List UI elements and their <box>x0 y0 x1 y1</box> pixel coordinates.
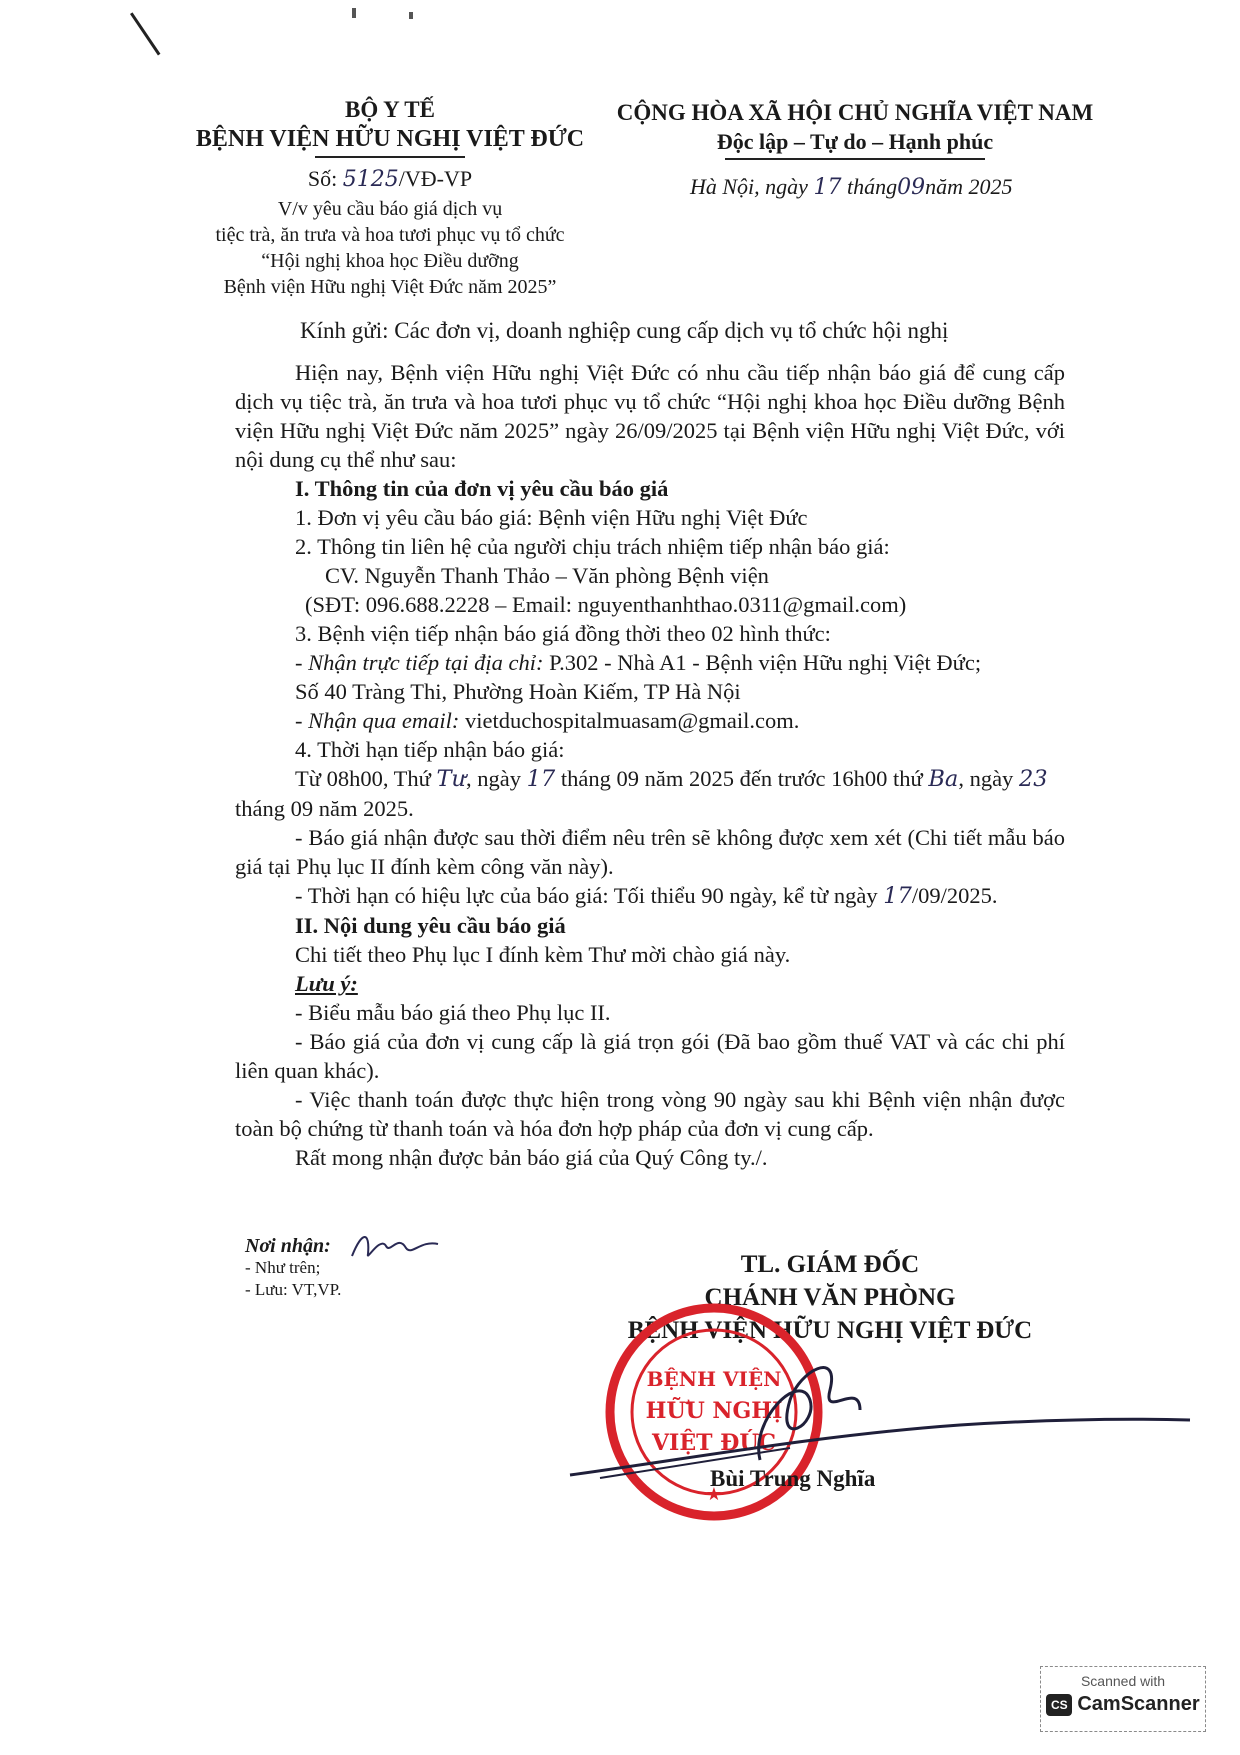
scan-speck <box>409 12 413 19</box>
initials-signature <box>350 1226 440 1266</box>
item-1: 1. Đơn vị yêu cầu báo giá: Bệnh viện Hữu nghị Việt Đức <box>295 505 808 530</box>
intro-paragraph: Hiện nay, Bệnh viện Hữu nghị Việt Đức có nhu cầu tiếp nhận báo giá để cung cấp dịch vụ tiệc trà, ăn trưa và hoa tươi phục vụ tổ chức “Hội nghị khoa học Điều dưỡng Bệnh viện Hữu nghị Việt Đức năm 2025” ngày 26/09/2025 tại Bệnh viện Hữu nghị Việt Đức, với nội dung cụ thể như sau: <box>235 360 1065 472</box>
number-handwritten: 5125 <box>342 167 399 192</box>
issuer-header <box>160 96 620 158</box>
item-3: 3. Bệnh viện tiếp nhận báo giá đồng thời theo 02 hình thức: <box>295 621 831 646</box>
email-value: vietduchospitalmuasam@gmail.com. <box>459 708 800 733</box>
direct-label: - Nhận trực tiếp tại địa chỉ: <box>295 650 544 675</box>
camscanner-logo-icon: CS <box>1046 1694 1072 1716</box>
svg-text:HỮU NGHỊ: HỮU NGHỊ <box>645 1398 783 1424</box>
note-item: - Biểu mẫu báo giá theo Phụ lục II. <box>295 1000 611 1025</box>
period-weekday-handwritten: Ba <box>928 766 959 792</box>
motto-underline <box>725 158 985 160</box>
contact-info: (SĐT: 096.688.2228 – Email: nguyenthanhthao.0311@gmail.com) <box>305 592 907 617</box>
period-text: , ngày <box>958 766 1019 791</box>
camscanner-badge <box>1040 1666 1206 1732</box>
address: Số 40 Tràng Thi, Phường Hoàn Kiếm, TP Hà Nội <box>295 679 741 704</box>
period-text: Từ 08h00, Thứ <box>295 766 437 791</box>
document-number <box>160 166 620 192</box>
item-4: 4. Thời hạn tiếp nhận báo giá: <box>295 737 565 762</box>
camscanner-brand-row <box>1041 1693 1205 1716</box>
subject-block <box>180 196 600 300</box>
period-day-handwritten: 23 <box>1018 766 1048 792</box>
handwritten-signature <box>560 1340 1200 1510</box>
scan-speck <box>352 8 356 18</box>
email-delivery <box>235 706 1065 735</box>
note-item: - Việc thanh toán được thực hiện trong vòng 90 ngày sau khi Bệnh viện nhận được toàn bộ chứng từ thanh toán và hóa đơn hợp pháp của đơn vị cung cấp. <box>235 1087 1065 1141</box>
recipient-item: - Như trên; <box>245 1258 321 1277</box>
subject-line: Bệnh viện Hữu nghị Việt Đức năm 2025” <box>223 276 557 298</box>
hospital-name: BỆNH VIỆN HỮU NGHỊ VIỆT ĐỨC <box>195 126 585 152</box>
validity-day-handwritten: 17 <box>883 883 912 909</box>
period-weekday-handwritten: Tư <box>436 766 466 792</box>
closing: Rất mong nhận được bản báo giá của Quý Công ty./. <box>295 1145 768 1170</box>
submission-period <box>235 764 1065 794</box>
validity-text: - Thời hạn có hiệu lực của báo giá: Tối thiểu 90 ngày, kể từ ngày <box>295 883 884 908</box>
stray-pen-mark <box>130 12 160 55</box>
date-day-handwritten: 17 <box>813 175 842 200</box>
direct-delivery <box>235 648 1065 677</box>
signature-title: CHÁNH VĂN PHÒNG <box>704 1284 956 1311</box>
signature-organization: BỆNH VIỆN HỮU NGHỊ VIỆT ĐỨC <box>627 1317 1033 1344</box>
period-day-handwritten: 17 <box>526 766 556 792</box>
section-2-text: Chi tiết theo Phụ lục I đính kèm Thư mời chào giá này. <box>295 942 791 967</box>
section-2-title: II. Nội dung yêu cầu báo giá <box>295 913 566 938</box>
late-note: - Báo giá nhận được sau thời điểm nêu trên sẽ không được xem xét (Chi tiết mẫu báo giá tại Phụ lục II đính kèm công văn này). <box>235 825 1065 879</box>
camscanner-brand: CamScanner <box>1077 1693 1200 1715</box>
signature-authority: TL. GIÁM ĐỐC <box>740 1251 920 1278</box>
validity <box>235 881 1065 911</box>
date-month-handwritten: 09 <box>897 175 926 200</box>
signer-name: Bùi Trung Nghĩa <box>710 1466 876 1491</box>
issue-date <box>690 174 1070 200</box>
item-2: 2. Thông tin liên hệ của người chịu trách nhiệm tiếp nhận báo giá: <box>295 534 890 559</box>
subject-line: “Hội nghị khoa học Điều dưỡng <box>261 250 519 272</box>
svg-text:VIỆT ĐỨC: VIỆT ĐỨC <box>651 1430 777 1456</box>
date-month-label: tháng <box>846 174 898 199</box>
recipients-block <box>245 1235 341 1301</box>
contact-name: CV. Nguyễn Thanh Thảo – Văn phòng Bệnh viện <box>325 563 769 588</box>
period-text: tháng 09 năm 2025 đến trước 16h00 thứ <box>555 766 929 791</box>
section-1-title: I. Thông tin của đơn vị yêu cầu báo giá <box>295 476 669 501</box>
svg-text:BỆNH VIỆN: BỆNH VIỆN <box>646 1367 782 1391</box>
national-motto: Độc lập – Tự do – Hạnh phúc <box>716 129 994 154</box>
national-header <box>615 98 1095 160</box>
email-label: - Nhận qua email: <box>295 708 460 733</box>
date-year: năm 2025 <box>925 174 1013 199</box>
period-end: tháng 09 năm 2025. <box>235 796 414 821</box>
number-prefix: Số: <box>307 166 338 191</box>
scanned-with-text: Scanned with <box>1080 1673 1166 1689</box>
number-suffix: /VĐ-VP <box>398 166 473 191</box>
subject-line: tiệc trà, ăn trưa và hoa tươi phục vụ tổ chức <box>215 224 565 246</box>
date-prefix: Hà Nội, ngày <box>690 174 808 199</box>
recipient-item: - Lưu: VT,VP. <box>245 1280 342 1299</box>
greeting: Kính gửi: Các đơn vị, doanh nghiệp cung cấp dịch vụ tổ chức hội nghị <box>300 318 949 343</box>
country-name: CỘNG HÒA XÃ HỘI CHỦ NGHĨA VIỆT NAM <box>616 100 1094 125</box>
svg-text:★: ★ <box>705 1484 723 1504</box>
recipients-label: Nơi nhận: <box>245 1235 331 1257</box>
note-item: - Báo giá của đơn vị cung cấp là giá trọn gói (Đã bao gồm thuế VAT và các chi phí liên quan khác). <box>235 1029 1065 1083</box>
period-text: , ngày <box>465 766 527 791</box>
letter-body <box>235 358 1065 1172</box>
subject-line: V/v yêu cầu báo giá dịch vụ <box>277 198 503 220</box>
ministry-name: BỘ Y TẾ <box>345 97 435 122</box>
header-underline <box>315 156 465 158</box>
validity-text: /09/2025. <box>911 883 998 908</box>
note-title: Lưu ý: <box>295 971 358 996</box>
direct-value: P.302 - Nhà A1 - Bệnh viện Hữu nghị Việt Đức; <box>543 650 982 675</box>
